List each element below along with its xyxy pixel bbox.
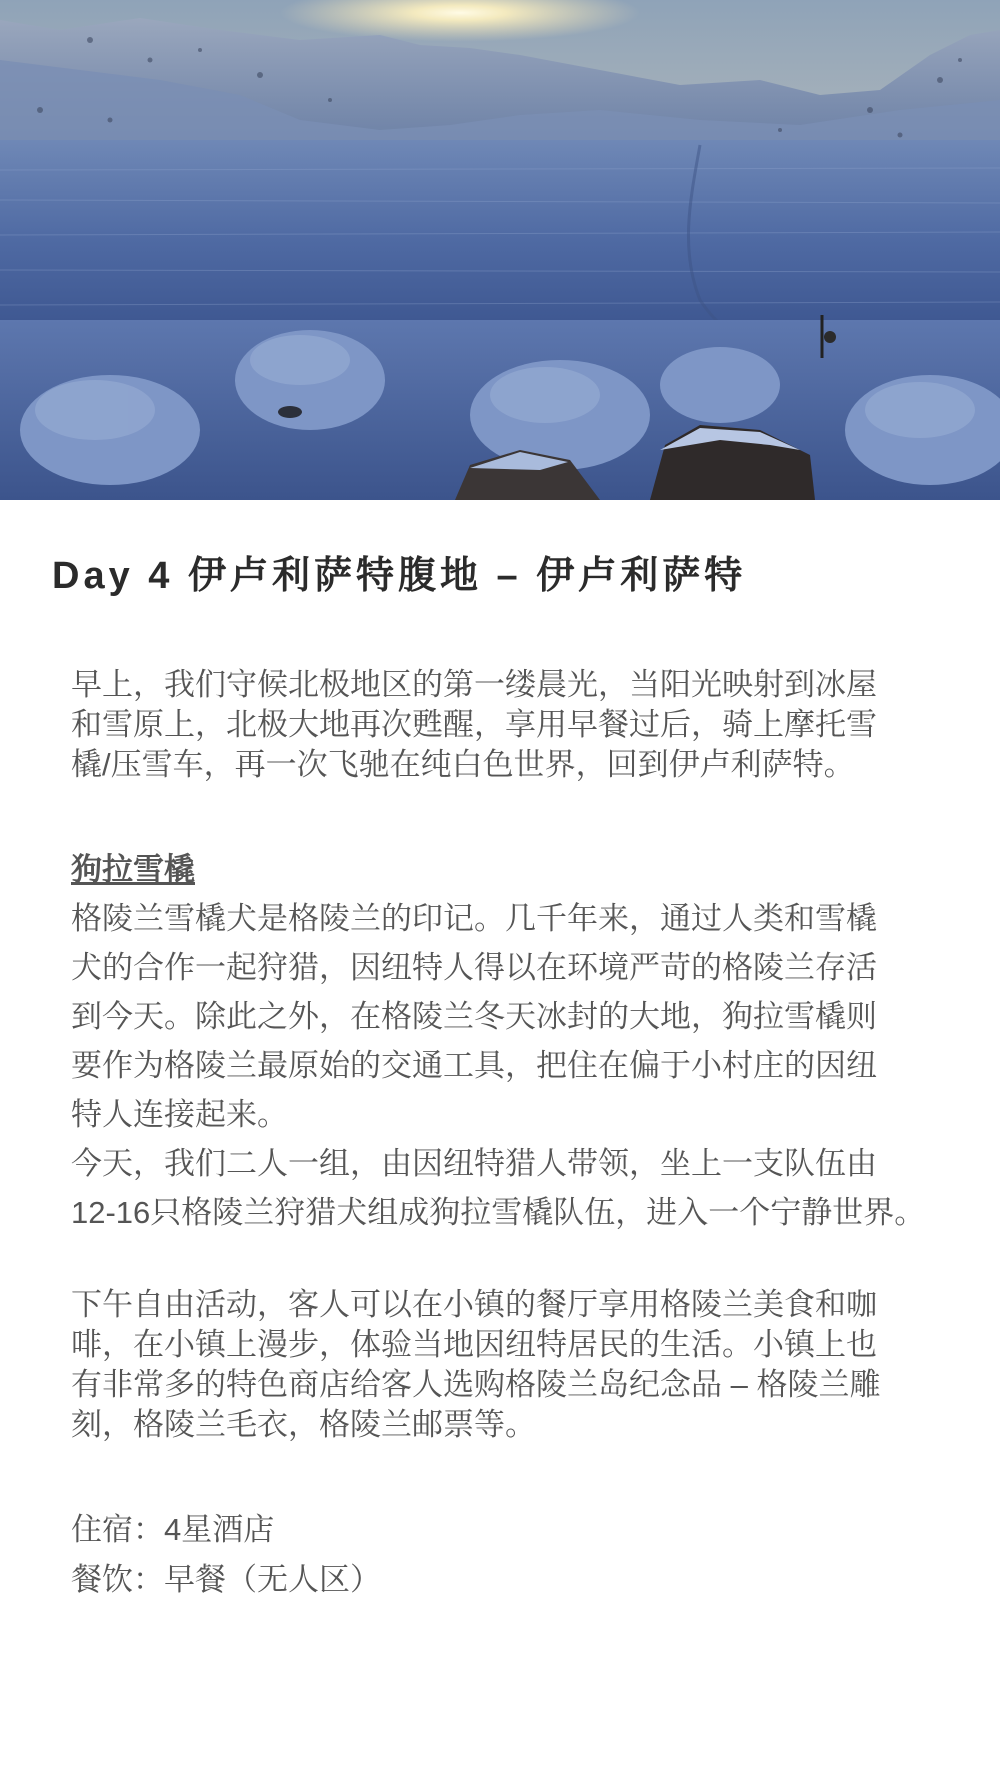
afternoon-line: 有非常多的特色商店给客人选购格陵兰岛纪念品 – 格陵兰雕: [71, 1367, 881, 1402]
intro-line: 和雪原上，北极大地再次甦醒，享用早餐过后，骑上摩托雪: [71, 707, 877, 742]
dog-sled-line: 犬的合作一起狩猎，因纽特人得以在环境严苛的格陵兰存活: [71, 950, 877, 985]
meals-info: 餐饮：早餐（无人区）: [71, 1562, 381, 1597]
afternoon-line: 刻，格陵兰毛衣，格陵兰邮票等。: [71, 1407, 536, 1442]
dog-sled-line: 今天，我们二人一组，由因纽特猎人带领，坐上一支队伍由: [71, 1146, 877, 1181]
dog-sled-line: 特人连接起来。: [71, 1097, 288, 1132]
afternoon-paragraph: [71, 1285, 971, 1445]
hero-image: [0, 0, 1000, 500]
dog-sled-heading: 狗拉雪橇: [71, 852, 195, 887]
afternoon-line: 啡，在小镇上漫步，体验当地因纽特居民的生活。小镇上也: [71, 1327, 877, 1362]
intro-line: 橇/压雪车，再一次飞驰在纯白色世界，回到伊卢利萨特。: [71, 747, 855, 782]
afternoon-line: 下午自由活动，客人可以在小镇的餐厅享用格陵兰美食和咖: [71, 1287, 877, 1322]
intro-line: 早上，我们守候北极地区的第一缕晨光，当阳光映射到冰屋: [71, 667, 877, 702]
info-section: [71, 1505, 971, 1605]
dog-sled-line: 格陵兰雪橇犬是格陵兰的印记。几千年来，通过人类和雪橇: [71, 901, 877, 936]
dog-sled-section: [71, 845, 971, 1237]
dog-sled-line: 要作为格陵兰最原始的交通工具，把住在偏于小村庄的因纽: [71, 1048, 877, 1083]
intro-paragraph: [71, 665, 971, 785]
dog-sled-line: 到今天。除此之外，在格陵兰冬天冰封的大地，狗拉雪橇则: [71, 999, 877, 1034]
arctic-landscape-photo: [0, 0, 1000, 500]
page-title: Day 4 伊卢利萨特腹地 – 伊卢利萨特: [52, 555, 747, 597]
accommodation-info: 住宿：4星酒店: [71, 1512, 275, 1547]
dog-sled-line: 12-16只格陵兰狩猎犬组成狗拉雪橇队伍，进入一个宁静世界。: [71, 1195, 926, 1230]
